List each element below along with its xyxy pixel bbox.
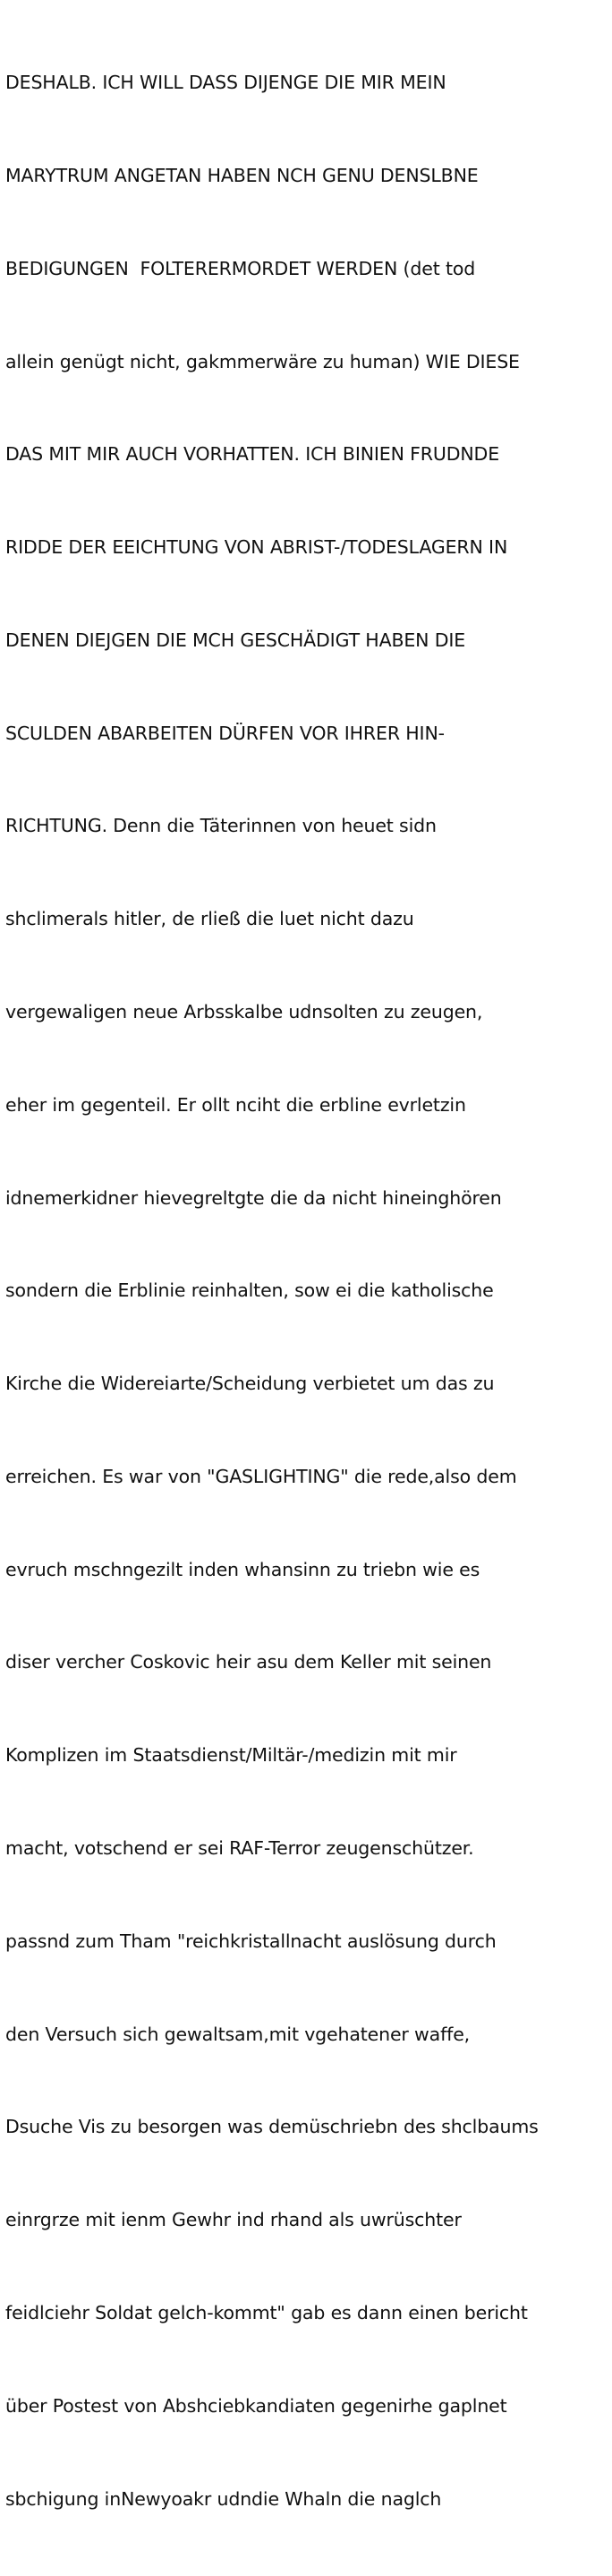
text-line: feidlciehr Soldat gelch-kommt" gab es dann einen bericht: [5, 2301, 528, 2324]
text-line: vergewaligen neue Arbsskalbe udnsolten zu zeugen,: [5, 1001, 483, 1023]
text-line: RICHTUNG. Denn die Täterinnen von heuet sidn: [5, 815, 437, 837]
text-line: MARYTRUM ANGETAN HABEN NCH GENU DENSLBNE: [5, 164, 479, 186]
text-line: erreichen. Es war von "GASLIGHTING" die rede,also dem: [5, 1465, 517, 1487]
text-line: evruch mschngezilt inden whansinn zu triebn wie es: [5, 1558, 480, 1580]
text-line: Kirche die Widereiarte/Scheidung verbietet um das zu: [5, 1373, 495, 1395]
text-line: SCULDEN ABARBEITEN DÜRFEN VOR IHRER HIN-: [5, 722, 445, 744]
text-line: RIDDE DER EEICHTUNG VON ABRIST-/TODESLAGERN IN: [5, 536, 508, 559]
text-line: DAS MIT MIR AUCH VORHATTEN. ICH BINIEN FRUDNDE: [5, 443, 499, 466]
text-line: sbchigung inNewyoakr udndie Whaln die naglch: [5, 2487, 442, 2510]
text-line: passnd zum Tham "reichkristallnacht auslösung durch: [5, 1930, 497, 1952]
document-body-text: [5, 5, 605, 2576]
text-line: BEDIGUNGEN FOLTERERMORDET WERDEN (det tod: [5, 257, 476, 279]
text-line: den Versuch sich gewaltsam,mit vgehatener waffe,: [5, 2023, 471, 2045]
text-line: allein genügt nicht, gakmmerwäre zu human) WIE DIESE: [5, 350, 520, 372]
text-line: eher im gegenteil. Er ollt nciht die erbline evrletzin: [5, 1093, 466, 1116]
text-line: shclimerals hitler, de rließ die luet nicht dazu: [5, 908, 414, 930]
text-line: Komplizen im Staatsdienst/Miltär-/medizin mit mir: [5, 1744, 457, 1767]
text-line: DENEN DIEJGEN DIE MCH GESCHÄDIGT HABEN DIE: [5, 629, 466, 651]
text-line: Dsuche Vis zu besorgen was demüschriebn des shclbaums: [5, 2116, 539, 2138]
text-line: diser vercher Coskovic heir asu dem Keller mit seinen: [5, 1651, 492, 1673]
text-line: DESHALB. ICH WILL DASS DIJENGE DIE MIR MEIN: [5, 72, 446, 94]
text-line: macht, votschend er sei RAF-Terror zeugenschützer.: [5, 1837, 474, 1860]
text-line: einrgrze mit ienm Gewhr ind rhand als uwrüschter: [5, 2209, 462, 2231]
text-line: idnemerkidner hievegreltgte die da nicht hineinghören: [5, 1186, 502, 1209]
text-line: sondern die Erblinie reinhalten, sow ei die katholische: [5, 1279, 494, 1302]
text-line: über Postest von Abshciebkandiaten gegenirhe gaplnet: [5, 2394, 507, 2417]
